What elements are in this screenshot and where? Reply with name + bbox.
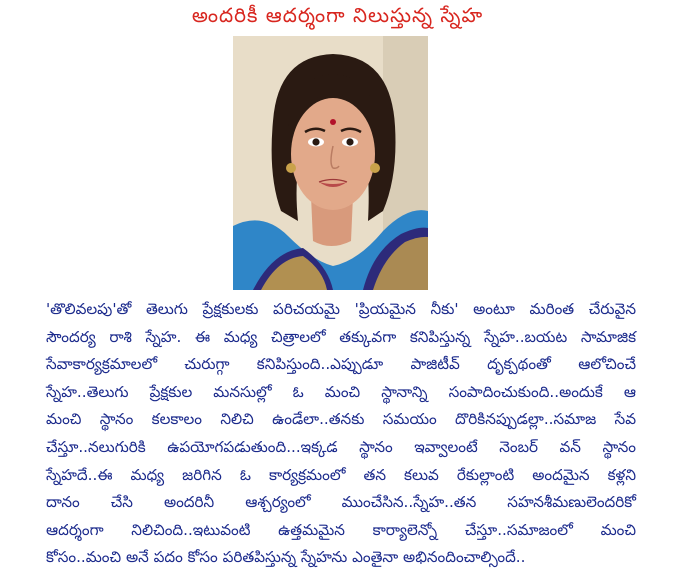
headline: అందరికీ ఆదర్శంగా నిలుస్తున్న స్నేహ xyxy=(191,3,484,27)
article-line: చేస్తూ..నలుగురికి ఉపయోగపడుతుంది...ఇక్కడ స్థానం ఇవ్వాలంటే నెంబర్ వన్ స్థానం xyxy=(46,437,636,456)
article-line: మంచి స్థానం కలకాలం నిలిచి ఉండేలా..తనకు సమయం దొరికినప్పుడల్లా..సమాజ సేవ xyxy=(46,410,636,429)
article-line: దానం చేసి అందరినీ ఆశ్చర్యంలో ముంచేసిన..స్నేహ..తన సహనశీమణులెందరికో xyxy=(46,493,636,512)
article-line: 'తొలివలపు'తో తెలుగు ప్రేక్షకులకు పరిచయమై 'ప్రియమైన నీకు' అంటూ మరింత చేరువైన xyxy=(46,300,636,318)
article-line: స్నేహ..తెలుగు ప్రేక్షకుల మనసుల్లో ఓ మంచి స్థానాన్ని సంపాదించుకుంది..అందుకే ఆ xyxy=(46,382,636,401)
article-line: కోసం..మంచి అనే పదం కోసం పరితపిస్తున్న స్నేహను ఎంతైనా అభినందించాల్సిందే.. xyxy=(46,548,526,567)
portrait-illustration xyxy=(233,36,428,290)
article-body xyxy=(46,296,636,572)
article-line: సౌందర్య రాశి స్నేహ. ఈ మధ్య చిత్రాలలో తక్కువగా కనిపిస్తున్న స్నేహ..బయట సామాజిక xyxy=(46,327,636,346)
article-line: స్నేహదే..ఈ మధ్య జరిగిన ఓ కార్యక్రమంలో తన కలువ రేకుల్లాంటి అందమైన కళ్లని xyxy=(46,465,636,484)
article-line: సేవాకార్యక్రమాలలో చురుగ్గా కనిపిస్తుంది..ఎప్పుడూ పాజిటీవ్ దృక్పథంతో ఆలోచించే xyxy=(46,355,636,374)
article-line: ఆదర్శంగా నిలిచింది..ఇటువంటి ఉత్తమమైన కార్యాలెన్నో చేస్తూ..సమాజంలో మంచి xyxy=(46,520,636,539)
portrait-photo xyxy=(233,36,428,290)
